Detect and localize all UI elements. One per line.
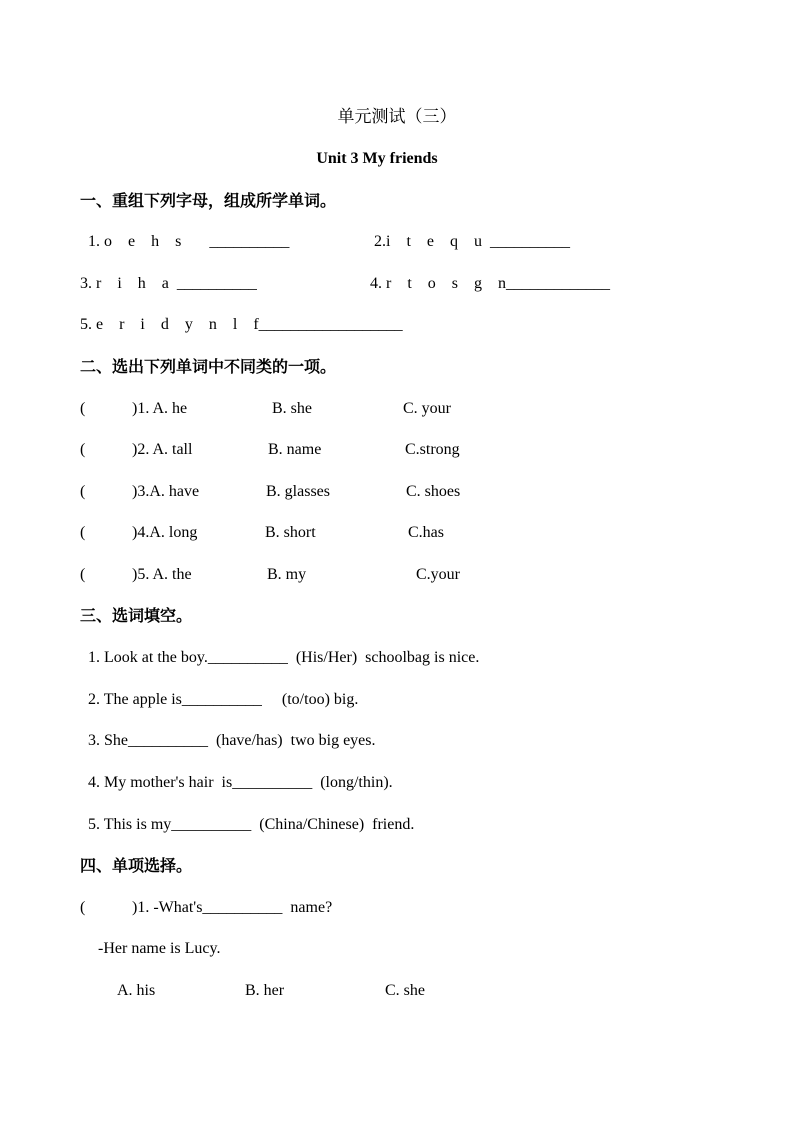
scramble-item-4: 4. r t o s g n_____________: [370, 275, 610, 292]
answer-paren: (: [80, 566, 86, 583]
scramble-item-3: 3. r i h a __________: [80, 275, 257, 292]
scramble-item-5: 5. e r i d y n l f__________________: [80, 316, 403, 333]
scramble-item-1: 1. o e h s __________: [88, 233, 290, 250]
option-b: B. short: [265, 524, 316, 541]
section-heading-3: 三、选词填空。: [80, 606, 193, 625]
fill-blank-item-1: 1. Look at the boy.__________ (His/Her) schoolbag is nice.: [88, 649, 480, 666]
choice-option-a: A. his: [117, 982, 156, 999]
section-heading-1: 一、重组下列字母，组成所学单词。: [80, 191, 337, 210]
choice-option-c: C. she: [385, 982, 425, 999]
answer-paren: (: [80, 400, 86, 417]
fill-blank-item-3: 3. She__________ (have/has) two big eyes.: [88, 732, 376, 749]
answer-paren: (: [80, 441, 86, 458]
choice-question-1: )1. -What's__________ name?: [132, 899, 333, 916]
answer-paren: (: [80, 524, 86, 541]
section-heading-2: 二、选出下列单词中不同类的一项。: [80, 357, 337, 376]
fill-blank-item-2: 2. The apple is__________ (to/too) big.: [88, 691, 359, 708]
option-b: B. my: [267, 566, 307, 583]
option-c: C. your: [403, 400, 451, 417]
question-number-option-a: )1. A. he: [132, 400, 188, 417]
option-c: C. shoes: [406, 483, 461, 500]
question-number-option-a: )2. A. tall: [132, 441, 193, 458]
choice-option-b: B. her: [245, 982, 285, 999]
option-b: B. name: [268, 441, 322, 458]
scramble-item-2: 2.i t e q u __________: [374, 233, 570, 250]
option-c: C.has: [408, 524, 444, 541]
choice-question-1-reply: -Her name is Lucy.: [98, 940, 221, 957]
answer-paren: (: [80, 899, 86, 916]
question-number-option-a: )4.A. long: [132, 524, 198, 541]
answer-paren: (: [80, 483, 86, 500]
fill-blank-item-4: 4. My mother's hair is__________ (long/thin).: [88, 774, 393, 791]
question-number-option-a: )3.A. have: [132, 483, 200, 500]
option-b: B. she: [272, 400, 312, 417]
option-c: C.strong: [405, 441, 460, 458]
page-title: 单元测试（三）: [337, 107, 457, 126]
question-number-option-a: )5. A. the: [132, 566, 192, 583]
section-heading-4: 四、单项选择。: [80, 856, 193, 875]
option-c: C.your: [416, 566, 460, 583]
option-b: B. glasses: [266, 483, 330, 500]
fill-blank-item-5: 5. This is my__________ (China/Chinese) friend.: [88, 816, 415, 833]
page-subtitle: Unit 3 My friends: [316, 150, 438, 167]
